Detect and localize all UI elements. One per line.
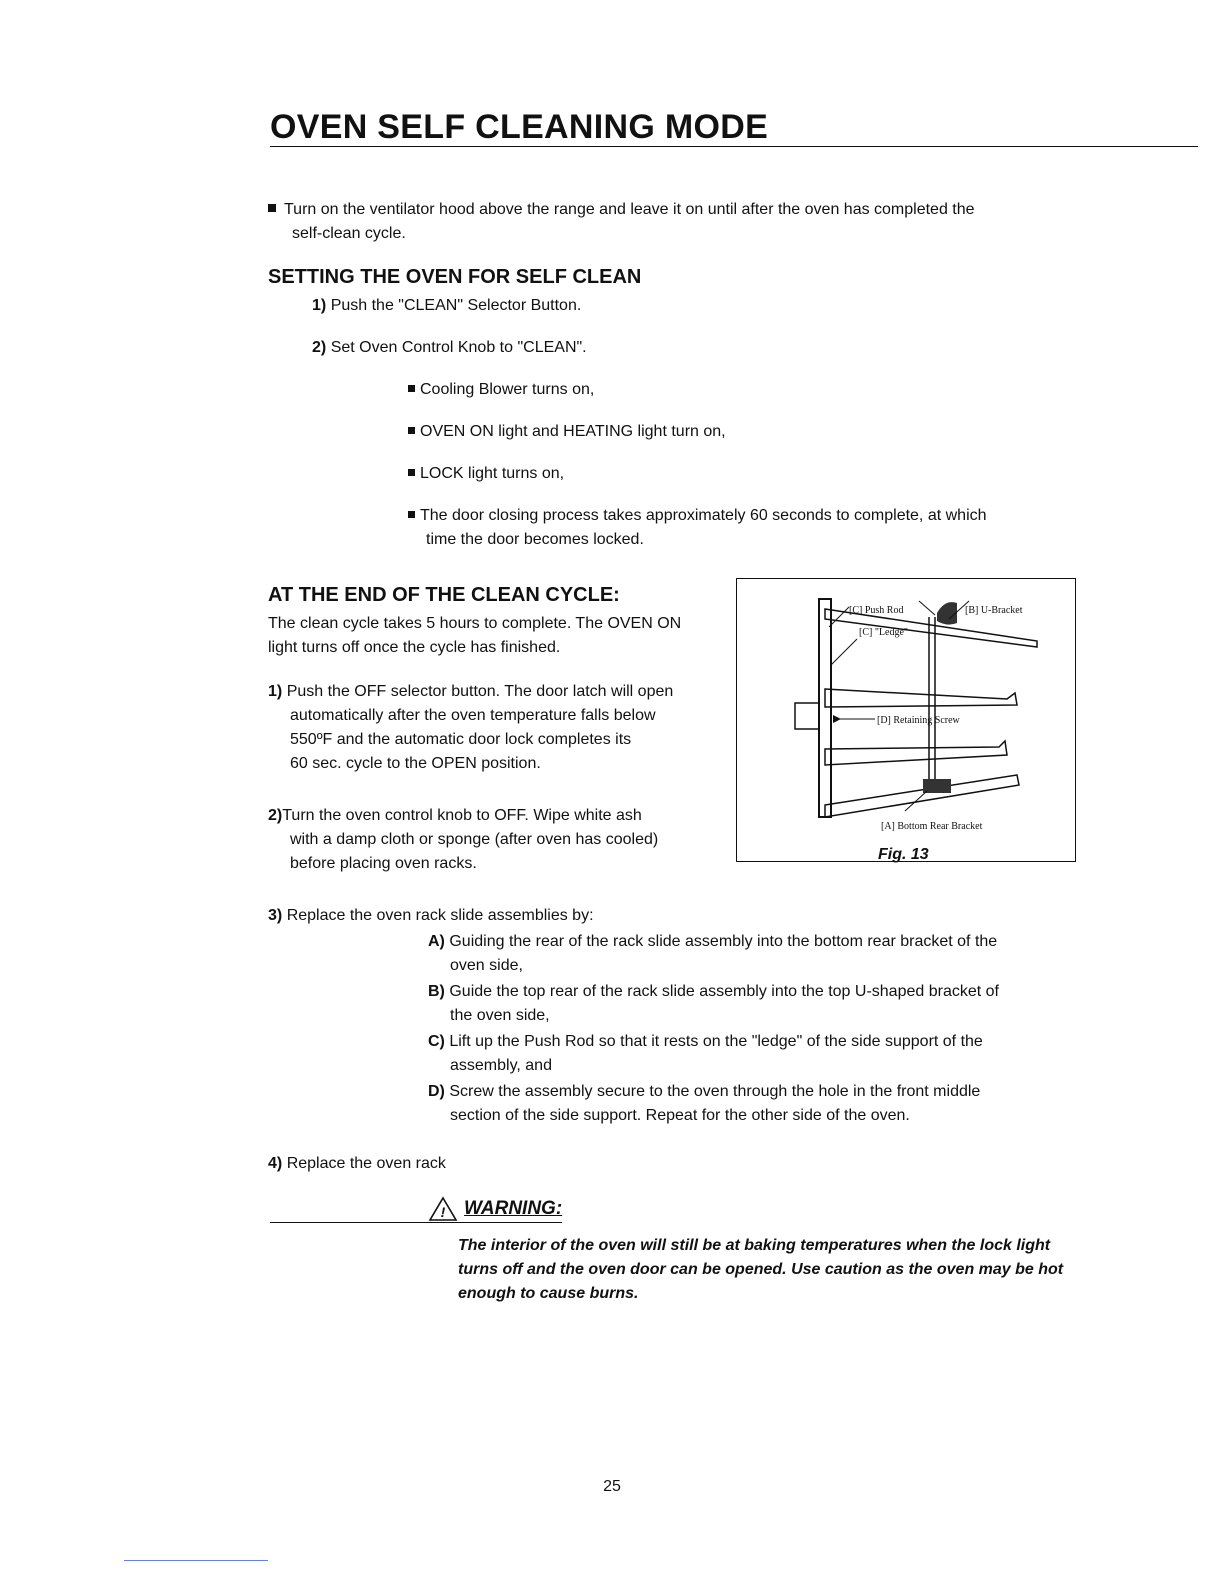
label-retaining-screw: [D] Retaining Screw <box>877 715 960 726</box>
setting-heading: SETTING THE OVEN FOR SELF CLEAN <box>268 266 642 288</box>
substep-b: B) Guide the top rear of the rack slide assembly into the top U-shaped bracket of the oven side, <box>428 983 999 1024</box>
label-push-rod: [C] Push Rod <box>849 605 904 616</box>
warning-triangle-icon <box>428 1196 458 1222</box>
end-cycle-step-2: 2)Turn the oven control knob to OFF. Wipe white ash with a damp cloth or sponge (after oven has cooled) before placing oven racks. <box>268 807 659 872</box>
replace-step-3: 3) Replace the oven rack slide assemblies by: <box>268 907 594 924</box>
setting-step-2 <box>312 336 587 360</box>
bullet-square-icon <box>408 511 415 518</box>
setting-bullet-2: OVEN ON light and HEATING light turn on, <box>408 420 726 444</box>
bullet-square-icon <box>408 469 415 476</box>
setting-bullet-3: LOCK light turns on, <box>408 462 564 486</box>
page-title: OVEN SELF CLEANING MODE <box>270 108 769 146</box>
label-bottom-rear-bracket: [A] Bottom Rear Bracket <box>881 821 983 832</box>
setting-bullet-4: The door closing process takes approximately 60 seconds to complete, at which time the door becomes locked. <box>408 504 1088 552</box>
figure-13-box <box>736 578 1076 862</box>
label-u-bracket: [B] U-Bracket <box>965 605 1023 616</box>
step-text: Push the "CLEAN" Selector Button. <box>330 297 582 314</box>
figure-caption: Fig. 13 <box>878 846 929 863</box>
intro-bullet-line2: self-clean cycle. <box>292 225 406 242</box>
step-text: Set Oven Control Knob to "CLEAN". <box>330 339 587 356</box>
label-ledge: [C] "Ledge" <box>859 627 908 638</box>
footer-rule <box>124 1560 268 1561</box>
rack-slide-diagram <box>737 579 1075 861</box>
warning-heading <box>428 1196 562 1222</box>
bullet-square-icon <box>408 427 415 434</box>
warning-rule <box>270 1222 562 1223</box>
setting-step-1 <box>312 294 581 318</box>
page-number: 25 <box>603 1478 621 1495</box>
replace-step-4: 4) Replace the oven rack <box>268 1155 446 1172</box>
end-cycle-intro: The clean cycle takes 5 hours to complete. The OVEN ON light turns off once the cycle has finished. <box>268 615 682 656</box>
setting-bullet-1: Cooling Blower turns on, <box>408 378 594 402</box>
warning-title: WARNING: <box>464 1198 563 1219</box>
substep-d: D) Screw the assembly secure to the oven through the hole in the front middle section of the side support. Repeat for the other side of the oven. <box>428 1083 981 1124</box>
title-underline <box>270 146 1198 147</box>
intro-bullet-line1: Turn on the ventilator hood above the range and leave it on until after the oven has completed the <box>284 201 975 218</box>
bullet-square-icon <box>268 204 276 212</box>
end-cycle-heading: AT THE END OF THE CLEAN CYCLE: <box>268 584 620 606</box>
warning-text: The interior of the oven will still be at baking temperatures when the lock light turns off and the oven door can be opened. Use caution as the oven may be hot enough to cause burns. <box>458 1237 1064 1302</box>
bullet-4-line2: time the door becomes locked. <box>426 531 644 548</box>
substep-a: A) Guiding the rear of the rack slide assembly into the bottom rear bracket of the oven side, <box>428 933 998 974</box>
bullet-square-icon <box>408 385 415 392</box>
end-cycle-step-1: 1) Push the OFF selector button. The door latch will open automatically after the oven temperature falls below 550ºF and the automatic door lock completes its 60 sec. cycle to the OPEN position. <box>268 683 674 772</box>
step-number: 1) <box>312 297 327 314</box>
svg-text:!: ! <box>440 1204 446 1220</box>
step-number: 2) <box>312 339 327 356</box>
substep-c: C) Lift up the Push Rod so that it rests on the "ledge" of the side support of the assembly, and <box>428 1033 983 1074</box>
intro-bullet <box>268 198 1108 246</box>
